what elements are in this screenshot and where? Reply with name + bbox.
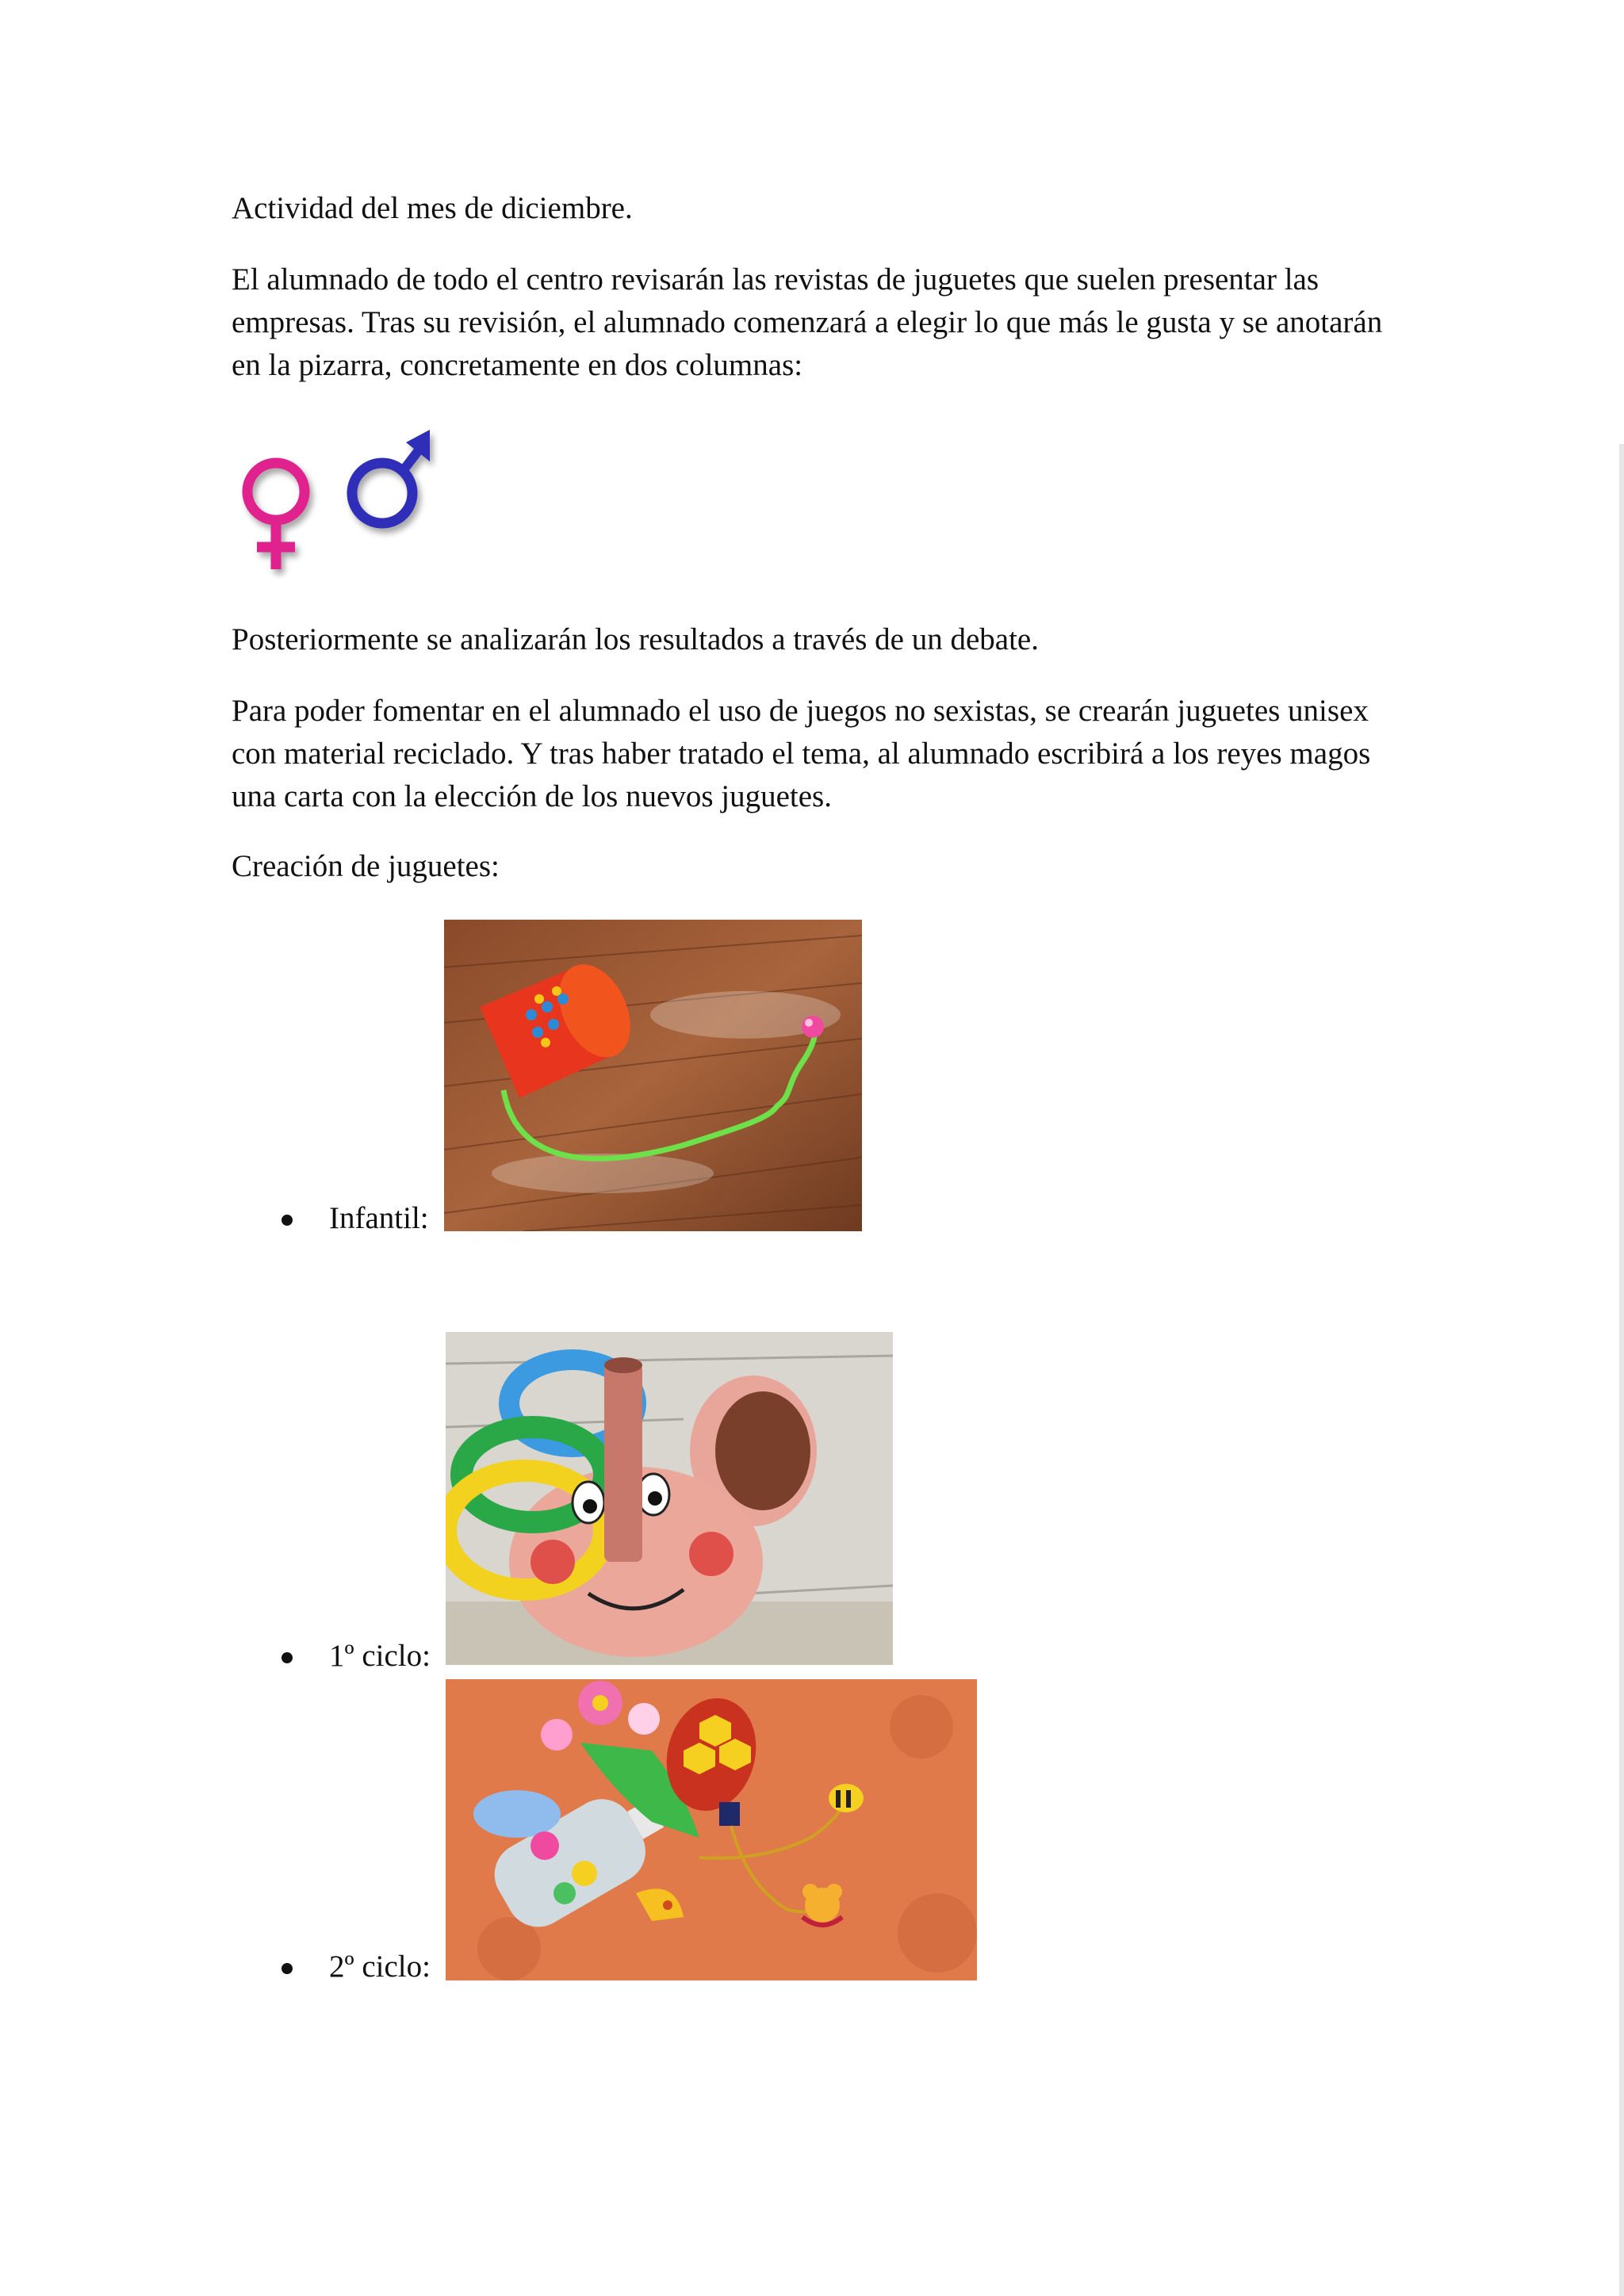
photo-ciclo1-toy [446,1332,893,1665]
bullet-dot [282,1963,293,1974]
bullet-dot [282,1652,293,1663]
activity-title: Actividad del mes de diciembre. [232,191,633,225]
debate-paragraph: Posteriormente se analizarán los resultados a través de un debate. [232,622,1039,656]
fomentar-paragraph: Para poder fomentar en el alumnado el uso de juegos no sexistas, se crearán juguetes unisex con material reciclado. Y tras haber tratado el tema, al alumnado escribirá a los reyes magos una carta con la elección de los nuevos juguetes. [232,694,1371,813]
creacion-heading: Creación de juguetes: [232,849,500,883]
gender-symbols [230,420,444,587]
photo-ciclo2-toy [446,1679,977,1980]
bullet-dot [282,1215,293,1226]
photo-infantil-toy [444,920,862,1231]
bullet-label-infantil: Infantil: [329,1201,429,1235]
page-edge-shadow [1619,444,1624,2296]
bullet-label-ciclo2: 2º ciclo: [329,1950,431,1984]
bullet-label-ciclo1: 1º ciclo: [329,1639,431,1673]
female-symbol-icon [247,463,304,569]
intro-paragraph: El alumnado de todo el centro revisarán las revistas de juguetes que suelen presentar las empresas. Tras su revisión, el alumnado comenzará a elegir lo que más le gusta y se anotarán en la pizarra, concretamente en dos columnas: [232,262,1383,382]
male-symbol-icon [352,430,430,523]
